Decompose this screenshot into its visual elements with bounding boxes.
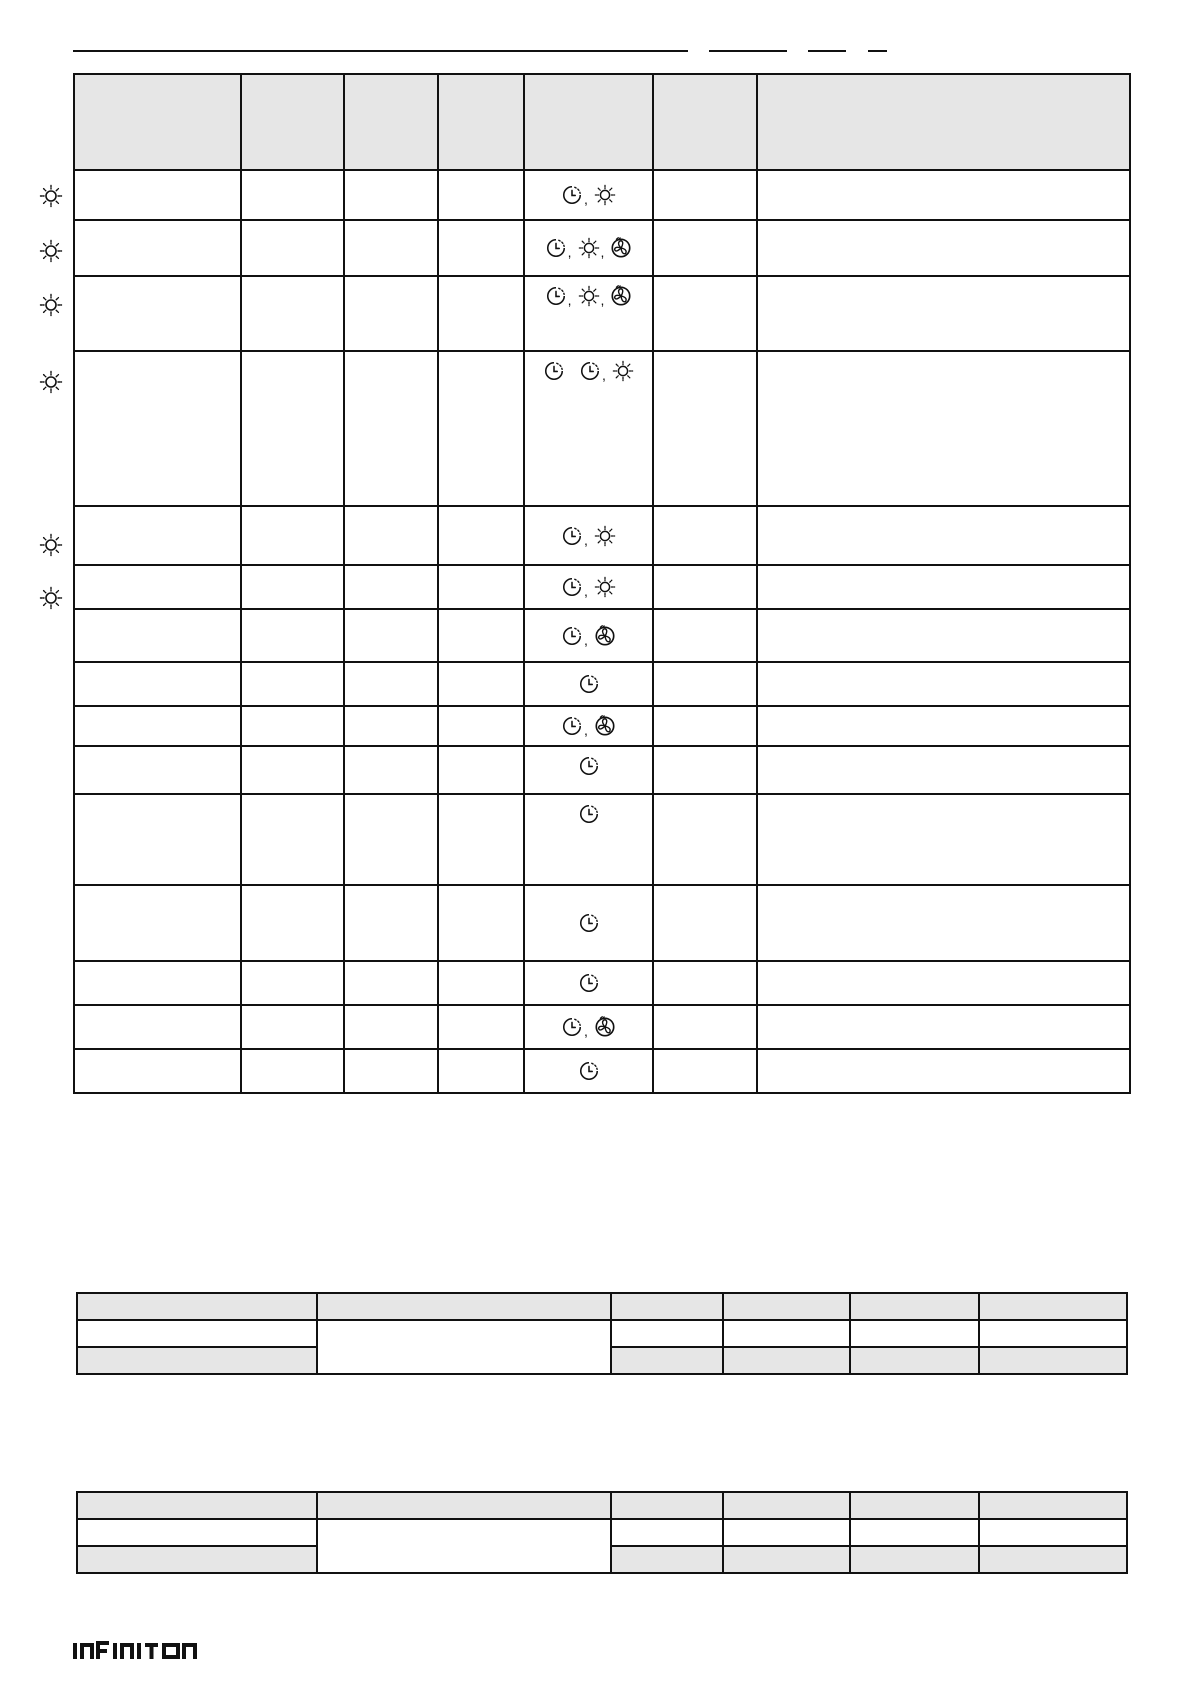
table-row <box>77 1492 1127 1519</box>
table-cell <box>241 565 344 609</box>
table-cell <box>344 662 438 706</box>
table-cell <box>438 609 524 662</box>
fan-icon <box>610 285 632 307</box>
timer-icon <box>561 1016 583 1038</box>
header-rule-tiny <box>868 50 887 52</box>
table-cell <box>653 1005 757 1049</box>
table-cell <box>438 276 524 351</box>
header-cell <box>241 74 344 170</box>
timer-icon <box>561 184 583 206</box>
timer-icon <box>578 673 600 695</box>
fan-icon <box>594 625 616 647</box>
table-cell <box>438 706 524 746</box>
fan-icon <box>594 715 616 737</box>
table-row <box>74 794 1130 885</box>
table-cell <box>241 220 344 276</box>
table-cell <box>757 220 1130 276</box>
comma-separator: , <box>567 244 572 260</box>
icon-cell <box>524 706 653 746</box>
table-row <box>74 885 1130 961</box>
table-row <box>74 220 1130 276</box>
icon-cell <box>524 351 653 506</box>
table-cell <box>74 794 241 885</box>
comma-separator: , <box>600 292 605 308</box>
table-cell <box>74 170 241 220</box>
timer-icon <box>561 525 583 547</box>
table-row <box>77 1293 1127 1320</box>
table-cell <box>241 170 344 220</box>
table-cell <box>653 746 757 794</box>
table-cell <box>241 1005 344 1049</box>
table-cell <box>344 609 438 662</box>
table-cell <box>757 609 1130 662</box>
header-rule-long <box>73 50 688 52</box>
table-row <box>74 276 1130 351</box>
table-cell <box>241 794 344 885</box>
sun-icon <box>39 586 63 610</box>
sun-icon <box>39 239 63 263</box>
sun-icon <box>39 184 63 208</box>
header-rule-medium <box>709 50 787 52</box>
table-cell <box>344 1049 438 1093</box>
comma-separator: , <box>584 631 588 648</box>
table-row <box>74 506 1130 565</box>
fan-icon <box>594 1016 616 1038</box>
icon-cell <box>524 276 653 351</box>
header-cell <box>74 74 241 170</box>
table-cell <box>653 794 757 885</box>
table-cell <box>438 794 524 885</box>
comma-separator: , <box>584 583 588 599</box>
table-cell <box>344 706 438 746</box>
spec-table-1 <box>76 1292 1128 1375</box>
table-cell <box>74 609 241 662</box>
timer-icon <box>561 715 583 737</box>
table-cell <box>757 1049 1130 1093</box>
table-cell <box>757 961 1130 1005</box>
table-cell <box>653 662 757 706</box>
table-cell <box>653 609 757 662</box>
table-cell <box>757 1005 1130 1049</box>
header-cell <box>344 74 438 170</box>
table-cell <box>438 662 524 706</box>
table-cell <box>344 276 438 351</box>
timer-icon <box>578 1060 600 1082</box>
table-cell <box>757 746 1130 794</box>
timer-icon <box>545 285 567 307</box>
timer-icon <box>545 237 567 259</box>
icon-cell <box>524 746 653 794</box>
table-cell <box>344 506 438 565</box>
table-cell <box>344 961 438 1005</box>
table-row <box>74 1005 1130 1049</box>
icon-cell <box>524 506 653 565</box>
brand-logo <box>72 1640 212 1662</box>
timer-icon <box>578 912 600 934</box>
timer-icon <box>561 576 583 598</box>
table-cell <box>438 1005 524 1049</box>
fan-icon <box>610 237 632 259</box>
table-row <box>77 1320 1127 1347</box>
table-cell <box>757 565 1130 609</box>
table-cell <box>241 276 344 351</box>
table-cell <box>344 885 438 961</box>
timer-icon <box>543 360 565 382</box>
icon-cell <box>524 609 653 662</box>
table-row <box>74 746 1130 794</box>
timer-icon <box>578 972 600 994</box>
table-row <box>74 351 1130 506</box>
table-cell <box>438 1049 524 1093</box>
icon-cell <box>524 565 653 609</box>
table-cell <box>438 170 524 220</box>
table-cell <box>344 746 438 794</box>
comma-separator: , <box>584 1023 588 1039</box>
table-row <box>74 706 1130 746</box>
comma-separator: , <box>567 292 572 308</box>
table-cell <box>344 170 438 220</box>
table-cell <box>757 794 1130 885</box>
table-cell <box>241 885 344 961</box>
header-cell <box>757 74 1130 170</box>
sun-icon <box>39 293 63 317</box>
table-cell <box>74 746 241 794</box>
table-cell <box>757 351 1130 506</box>
table-cell <box>438 961 524 1005</box>
table-cell <box>344 220 438 276</box>
spec-table-2 <box>76 1491 1128 1574</box>
table-cell <box>344 565 438 609</box>
table-cell <box>438 506 524 565</box>
program-table <box>73 73 1131 1094</box>
table-cell <box>653 565 757 609</box>
table-cell <box>74 961 241 1005</box>
table-cell <box>344 351 438 506</box>
table-cell <box>438 565 524 609</box>
table-cell <box>74 220 241 276</box>
table-cell <box>74 1049 241 1093</box>
timer-icon <box>579 360 601 382</box>
sun-icon <box>594 184 616 206</box>
comma-separator: , <box>584 191 588 207</box>
comma-separator: , <box>584 531 588 548</box>
icon-cell <box>524 170 653 220</box>
table-cell <box>74 565 241 609</box>
table-cell <box>344 794 438 885</box>
table-row <box>74 609 1130 662</box>
table-row <box>74 662 1130 706</box>
table-cell <box>757 706 1130 746</box>
table-cell <box>74 885 241 961</box>
table-cell <box>241 351 344 506</box>
icon-cell <box>524 1005 653 1049</box>
comma-separator: , <box>584 722 588 738</box>
comma-separator: , <box>600 244 605 260</box>
table-cell <box>653 1049 757 1093</box>
table-cell <box>74 1005 241 1049</box>
header-cell <box>524 74 653 170</box>
sun-icon <box>612 360 634 382</box>
table-cell <box>74 506 241 565</box>
icon-cell <box>524 885 653 961</box>
table-cell <box>241 609 344 662</box>
table-cell <box>653 170 757 220</box>
table-cell <box>757 506 1130 565</box>
table-cell <box>241 961 344 1005</box>
table-row <box>74 170 1130 220</box>
table-header-row <box>74 74 1130 170</box>
sun-icon <box>39 533 63 557</box>
table-cell <box>74 351 241 506</box>
table-cell <box>438 220 524 276</box>
table-row <box>74 1049 1130 1093</box>
table-cell <box>241 1049 344 1093</box>
table-cell <box>438 746 524 794</box>
table-cell <box>241 706 344 746</box>
timer-icon <box>578 803 600 825</box>
table-row <box>77 1519 1127 1546</box>
table-row <box>74 961 1130 1005</box>
table-cell <box>757 885 1130 961</box>
header-rule-short <box>808 50 846 52</box>
sun-icon <box>594 525 616 547</box>
header-cell <box>438 74 524 170</box>
sun-icon <box>578 237 600 259</box>
table-cell <box>653 885 757 961</box>
table-cell <box>241 662 344 706</box>
table-row <box>74 565 1130 609</box>
icon-cell <box>524 662 653 706</box>
table-cell <box>74 662 241 706</box>
table-cell <box>653 276 757 351</box>
icon-cell <box>524 961 653 1005</box>
table-cell <box>757 662 1130 706</box>
table-cell <box>438 351 524 506</box>
sun-icon <box>594 576 616 598</box>
icon-cell <box>524 794 653 885</box>
table-cell <box>653 506 757 565</box>
icon-cell <box>524 220 653 276</box>
icon-cell <box>524 1049 653 1093</box>
table-cell <box>653 351 757 506</box>
table-cell <box>757 276 1130 351</box>
sun-icon <box>39 370 63 394</box>
comma-separator: , <box>602 367 606 383</box>
table-cell <box>653 706 757 746</box>
table-cell <box>74 706 241 746</box>
timer-icon <box>561 625 583 647</box>
table-cell <box>74 276 241 351</box>
table-cell <box>438 885 524 961</box>
table-cell <box>344 1005 438 1049</box>
table-cell <box>241 506 344 565</box>
table-cell <box>241 746 344 794</box>
timer-icon <box>578 755 600 777</box>
table-cell <box>757 170 1130 220</box>
sun-icon <box>578 285 600 307</box>
table-cell <box>653 220 757 276</box>
header-cell <box>653 74 757 170</box>
table-cell <box>653 961 757 1005</box>
